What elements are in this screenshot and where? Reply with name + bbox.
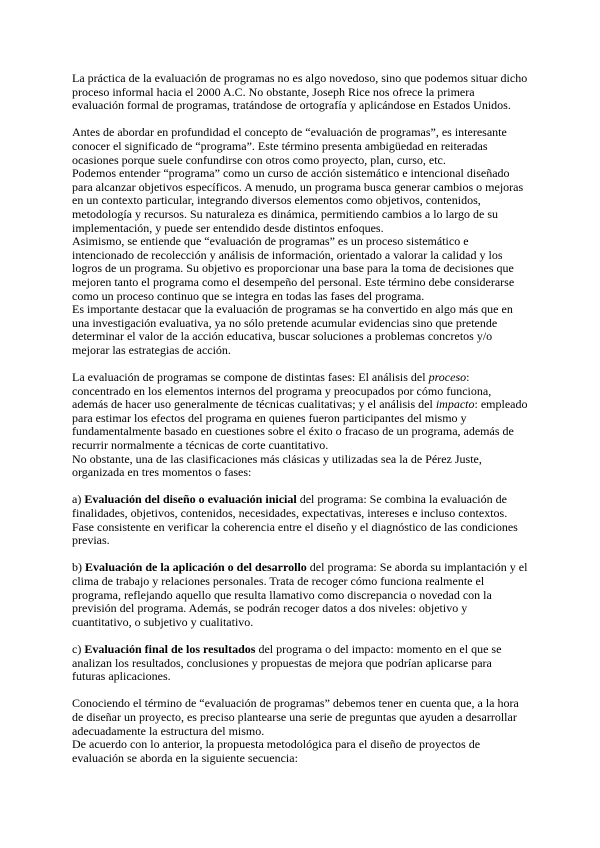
paragraph-phase-c	[72, 643, 528, 684]
phase-b-title: Evaluación de la aplicación o del desarrollo	[85, 560, 307, 575]
phase-c-prefix: c)	[72, 641, 85, 656]
phases-text-c: : concentrado en los elementos internos del programa y preocupados por cómo funciona, además de hacer uso generalmente de técnicas cualitativas; y el análisis del	[72, 370, 492, 412]
phase-c-text: del programa o del impacto: momento en el que se analizan los resultados, conclusiones y propuestas de mejora que podrían aplicarse para futuras aplicaciones.	[72, 641, 502, 684]
paragraph-program-concept: Antes de abordar en profundidad el concepto de “evaluación de programas”, es interesante conocer el significado de “programa”. Este término presenta ambigüedad en reiteradas ocasiones porque suele confundirse con otros como proyecto, plan, curso, etc.	[72, 125, 507, 167]
paragraph-phase-b	[72, 561, 528, 629]
phase-b-prefix: b)	[72, 560, 85, 575]
document-body	[72, 72, 528, 765]
paragraph-history: La práctica de la evaluación de programas no es algo novedoso, sino que podemos situar dicho proceso informal hacia el 2000 A.C. No obstante, Joseph Rice nos ofrece la primera evaluación formal de programas, tratándose de ortografía y aplicándose en Estados Unidos.	[72, 71, 528, 113]
phase-c-title: Evaluación final de los resultados	[84, 641, 256, 656]
phases-text-e: : empleado para estimar los efectos del programa en quienes fueron participantes del mismo y fundamentalmente basado en cuestiones sobre el éxito o fracaso de un programa, además de recurrir normalmente a técnicas de corte cuantitativo.	[72, 397, 528, 453]
paragraph-phase-a	[72, 493, 528, 547]
paragraph-evaluation-definition: Asimismo, se entiende que “evaluación de programas” es un proceso sistemático e intencionado de recolección y análisis de información, orientado a valorar la calidad y los logros de un programa. Su objetivo es proporcionar una base para la toma de decisiones que mejoren tanto el programa como el desempeño del personal. Este término debe considerarse como un proceso continuo que se integra en todas las fases del programa.	[72, 234, 515, 303]
paragraph-classification: No obstante, una de las clasificaciones más clásicas y utilizadas sea la de Pérez Juste, organizada en tres momentos o fases:	[72, 451, 482, 480]
phase-b-text: del programa: Se aborda su implantación y el clima de trabajo y relaciones personales. Trata de recoger cómo funciona realmente el programa, reflejando aquello que resulta llamativo como discrepancia o novedad con la previsión del programa. Además, se podrán recoger datos a dos niveles: objetivo y cuantitativo, o subjetivo y cualitativo.	[72, 560, 528, 629]
phases-term-impact: impacto	[435, 397, 475, 412]
paragraph-design-questions: Conociendo el término de “evaluación de programas” debemos tener en cuenta que, a la hora de diseñar un proyecto, es preciso plantearse una serie de preguntas que ayuden a desarrollar adecuadamente la estructura del mismo.	[72, 696, 519, 738]
paragraph-phases	[72, 371, 528, 453]
paragraph-methodology: De acuerdo con lo anterior, la propuesta metodológica para el diseño de proyectos de evaluación se aborda en la siguiente secuencia:	[72, 737, 481, 765]
phase-a-text: del programa: Se combina la evaluación de finalidades, objetivos, contenidos, necesidades, expectativas, intereses e incluso contextos. Fase consistente en verificar la coherencia entre el diseño y el diagnóstico de las condiciones previas.	[72, 492, 518, 548]
paragraph-evaluation-importance: Es importante destacar que la evaluación de programas se ha convertido en algo más que en una investigación evaluativa, ya no sólo pretende acumular evidencias sino que pretende determinar el valor de la acción educativa, buscar soluciones a problemas concretos y/o mejorar las estrategias de acción.	[72, 302, 513, 357]
phases-text-a: La evaluación de programas se compone de distintas fases: El análisis del	[72, 370, 429, 385]
phase-a-prefix: a)	[72, 492, 85, 507]
phases-term-process: proceso	[428, 370, 467, 385]
paragraph-program-definition: Podemos entender “programa” como un curso de acción sistemático e intencional diseñado para alcanzar objetivos específicos. A menudo, un programa busca generar cambios o mejoras en un contexto particular, integrando diversos elementos como objetivos, contenidos, metodología y recursos. Su naturaleza es dinámica, permitiendo cambios a lo largo de su implementación, y puede ser entendido desde distintos enfoques.	[72, 166, 524, 235]
phase-a-title: Evaluación del diseño o evaluación inicial	[84, 492, 297, 507]
